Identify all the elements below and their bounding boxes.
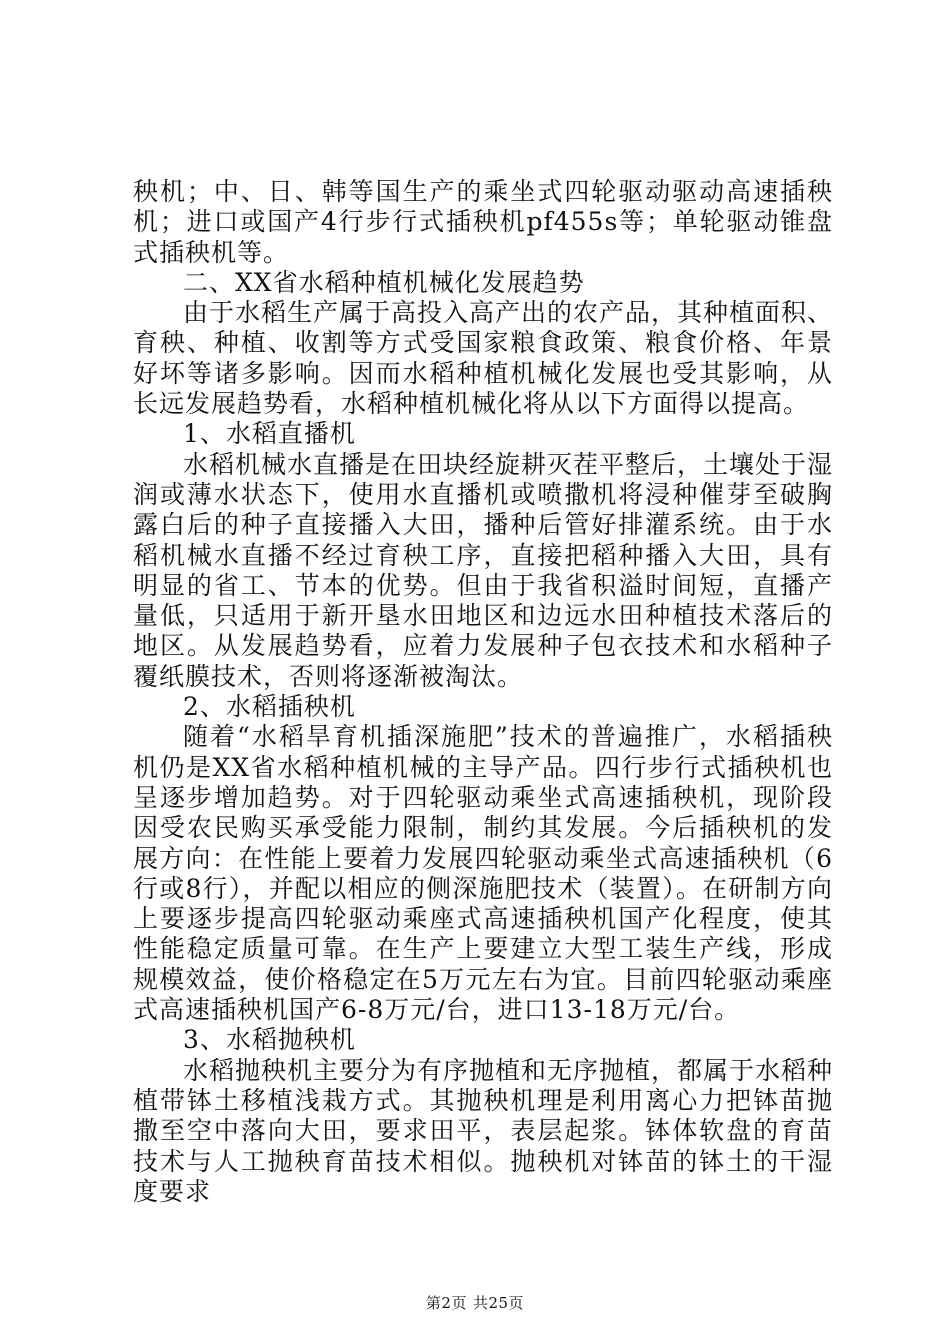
page-total: 共25页 <box>472 1294 525 1312</box>
subheading-transplanter: 2、水稻插秧机 <box>183 692 356 722</box>
paragraph-transplanter: 随着“水稻旱育机插深施肥”技术的普遍推广，水稻插秧机仍是XX省水稻种植机械的主导产品。四行步行式插秧机也呈逐步增加趋势。对于四轮驱动乘坐式高速插秧机，现阶段因受农民购买承受能力限制，制约其发展。今后插秧机的发展方向：在性能上要着力发展四轮驱动乘坐式高速插秧机（6行或8行），并配以相应的侧深施肥技术（装置）。在研制方向上要逐步提高四轮驱动乘座式高速插秧机国产化程度，使其性能稳定质量可靠。在生产上要建立大型工装生产线，形成规模效益，使价格稳定在5万元左右为宜。目前四轮驱动乘座式高速插秧机国产6-8万元/台，进口13-18万元/台。 <box>133 722 833 1025</box>
paragraph-direct-seeder: 水稻机械水直播是在田块经旋耕灭茬平整后，土壤处于湿润或薄水状态下，使用水直播机或喷撒机将浸种催芽至破胸露白后的种子直接播入大田，播种后管好排灌系统。由于水稻机械水直播不经过育秧工序，直接把稻种播入大田，具有明显的省工、节本的优势。但由于我省积溢时间短，直播产量低，只适用于新开垦水田地区和边远水田种植技术落后的地区。从发展趋势看，应着力发展种子包衣技术和水稻种子覆纸膜技术，否则将逐渐被淘汰。 <box>133 449 834 691</box>
subheading-direct-seeder: 1、水稻直播机 <box>183 419 356 449</box>
paragraph-continuation: 秧机；中、日、韩等国生产的乘坐式四轮驱动驱动高速插秧机；进口或国产4行步行式插秧机pf455s等；单轮驱动锥盘式插秧机等。 <box>133 177 833 267</box>
section-heading-trends: 二、XX省水稻种植机械化发展趋势 <box>183 267 585 297</box>
subheading-seedling-thrower: 3、水稻抛秧机 <box>183 1025 356 1055</box>
paragraph-seedling-thrower: 水稻抛秧机主要分为有序抛植和无序抛植，都属于水稻种植带钵土移植浅栽方式。其抛秧机理是利用离心力把钵苗抛撒至空中落向大田，要求田平，表层起浆。钵体软盘的育苗技术与人工抛秧育苗技术相似。抛秧机对钵苗的钵土的干湿度要求 <box>133 1055 834 1206</box>
page-number: 第2页 <box>425 1294 467 1312</box>
page-footer <box>0 1292 950 1313</box>
paragraph-trends-intro: 由于水稻生产属于高投入高产出的农产品，其种植面积、育秧、种植、收割等方式受国家粮食政策、粮食价格、年景好坏等诸多影响。因而水稻种植机械化发展也受其影响，从长远发展趋势看，水稻种植机械化将从以下方面得以提高。 <box>133 298 834 419</box>
document-body <box>133 177 833 1207</box>
